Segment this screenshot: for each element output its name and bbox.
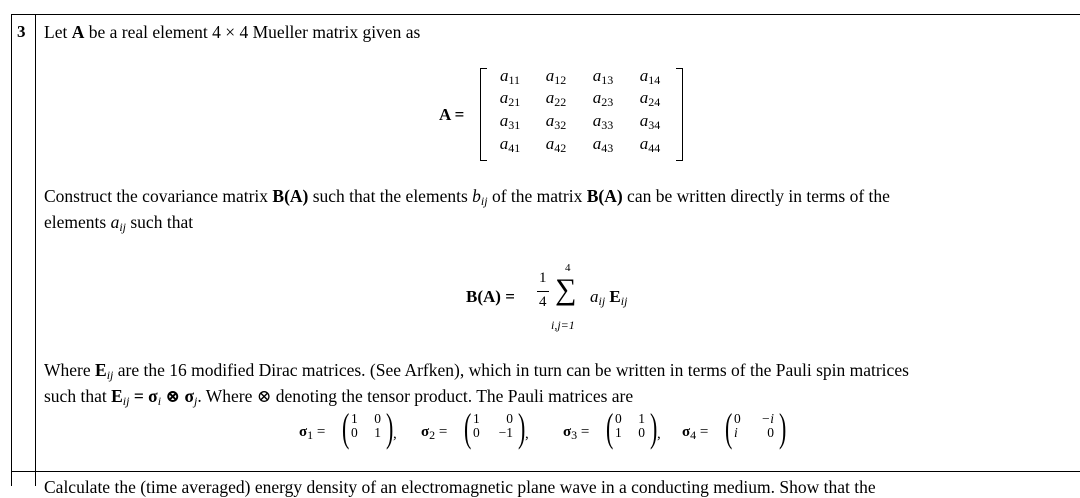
matrix-bracket-left	[480, 68, 487, 161]
pauli-paren-right: )	[649, 405, 658, 450]
table-row-border	[11, 471, 1080, 472]
pauli-paren-right: )	[517, 405, 526, 450]
fraction-denominator: 4	[539, 294, 547, 310]
matrix-entry: $a_{41}$	[499, 134, 521, 155]
pauli-entries: 0 −i i 0	[734, 411, 774, 440]
pauli-paren-right: )	[385, 405, 394, 450]
pauli-entries: 0 1 1 0	[615, 411, 645, 440]
matrix-entry: $a_{12}$	[545, 66, 567, 87]
pauli-entries: 1 0 0 −1	[473, 411, 513, 440]
pauli-paren-left: (	[724, 405, 733, 450]
intro-line: Let A be a real element 4 × 4 Mueller matrix given as	[44, 22, 421, 42]
pauli-separator: ,	[393, 426, 397, 442]
matrix-entry: $a_{13}$	[592, 66, 614, 87]
where-line-1: Where $E_{ij}$ are the 16 modified Dirac matrices. (See Arfken), which in turn can be written in terms of the Pauli spin matrices	[44, 360, 909, 382]
pauli-paren-left: (	[341, 405, 350, 450]
pauli-separator: ,	[657, 426, 661, 442]
where-line-2: such that $E_{ij} = \sigma_i$ ⊗ $\sigma_j$. Where ⊗ denoting the tensor product. The Pauli matrices are	[44, 386, 634, 408]
pauli-paren-left: (	[463, 405, 472, 450]
sum-sigma: ∑	[555, 273, 577, 306]
matrix-entry: $a_{44}$	[639, 134, 661, 155]
matrix-entry: $a_{32}$	[545, 111, 567, 132]
pauli-paren-left: (	[605, 405, 614, 450]
sum-term: $a_{ij}$ $E_{ij}$	[590, 287, 628, 308]
matrix-entry: $a_{31}$	[499, 111, 521, 132]
table-left-border	[11, 14, 12, 486]
table-number-column-border	[35, 14, 36, 486]
sum-lower-limit: i,j=1	[551, 318, 575, 332]
pauli-label: $\sigma_1$ =	[299, 424, 326, 442]
matrix-entry: $a_{42}$	[545, 134, 567, 155]
next-question-fragment: Calculate the (time averaged) energy density of an electromagnetic plane wave in a conducting medium. Show that the	[44, 477, 876, 497]
matrix-entry: $a_{14}$	[639, 66, 661, 87]
construct-line-2: elements $a_{ij}$ such that	[44, 212, 194, 234]
matrix-lhs: A =	[439, 105, 465, 124]
matrix-entry: $a_{22}$	[545, 88, 567, 109]
matrix-entry: $a_{23}$	[592, 88, 614, 109]
matrix-entry: $a_{24}$	[639, 88, 661, 109]
table-top-border	[11, 14, 1080, 15]
pauli-paren-right: )	[778, 405, 787, 450]
matrix-entry: $a_{43}$	[592, 134, 614, 155]
fraction-bar	[537, 291, 549, 292]
pauli-separator: ,	[525, 426, 529, 442]
pauli-entries: 1 0 0 1	[351, 411, 381, 440]
matrix-bracket-right	[676, 68, 683, 161]
pauli-label: $\sigma_2$ =	[421, 424, 448, 442]
matrix-entry: $a_{33}$	[592, 111, 614, 132]
construct-line-1: Construct the covariance matrix B(A) such that the elements $b_{ij}$ of the matrix B(A) can be written directly in terms of the	[44, 186, 890, 208]
pauli-label: $\sigma_3$ =	[563, 424, 590, 442]
matrix-entry: $a_{11}$	[499, 66, 521, 87]
sum-upper-limit: 4	[565, 262, 571, 274]
matrix-entry: $a_{21}$	[499, 88, 521, 109]
sum-lhs: B(A) =	[466, 287, 515, 306]
question-number: 3	[17, 22, 26, 41]
pauli-label: $\sigma_4$ =	[682, 424, 709, 442]
fraction-numerator: 1	[539, 270, 547, 286]
matrix-entry: $a_{34}$	[639, 111, 661, 132]
